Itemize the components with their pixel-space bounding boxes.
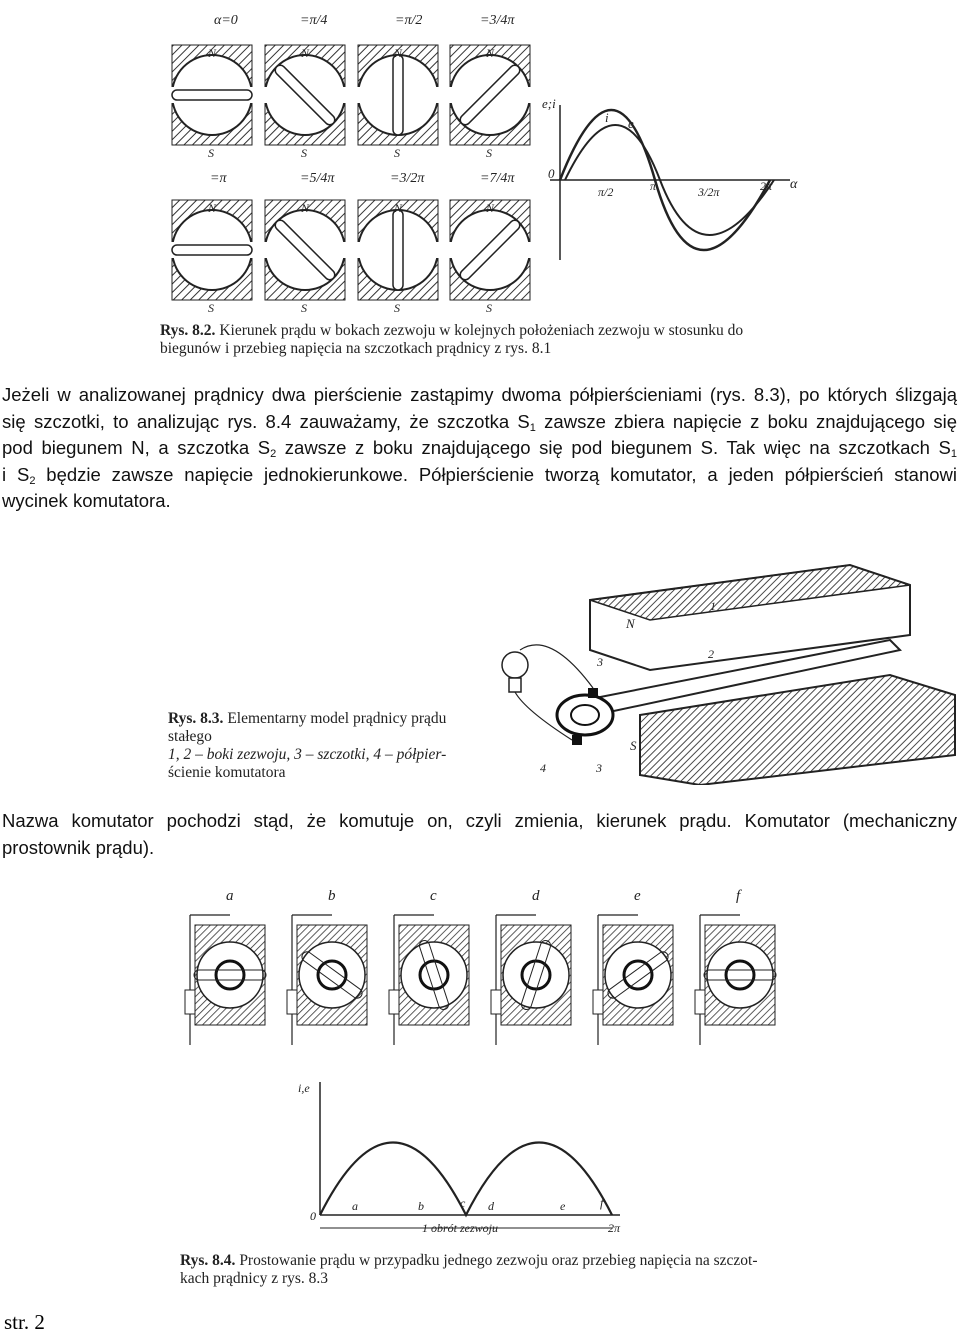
caption-text: kach prądnicy z rys. 8.3 xyxy=(180,1270,329,1287)
panel-letter: d xyxy=(532,888,540,904)
angle-label: =5/4π xyxy=(300,171,335,186)
caption-text: ścienie komutatora xyxy=(168,764,286,781)
panel-letter: c xyxy=(430,888,437,904)
angle-label: =π xyxy=(210,171,227,186)
pole-s-label: S xyxy=(486,146,492,160)
commutator-label: 4 xyxy=(540,761,546,775)
generator-cross-section xyxy=(356,45,440,160)
panel-letter: b xyxy=(328,888,336,904)
caption-text: Prostowanie prądu w przypadku jednego zezwoju oraz przebieg napięcia na szczot- xyxy=(239,1252,758,1269)
generator-cross-section xyxy=(263,45,347,160)
rectified-curve xyxy=(320,1143,612,1216)
subscript: 1 xyxy=(950,448,957,460)
figure-8-4-graph xyxy=(290,1070,650,1240)
figure-8-2-diagram xyxy=(150,0,810,320)
angle-label: =π/4 xyxy=(300,13,328,28)
pole-s-label: S xyxy=(394,301,400,315)
graph-y-label: i,e xyxy=(298,1081,310,1095)
paragraph-line: wycinek komutatora. xyxy=(2,490,171,511)
commutator-panel xyxy=(593,888,673,1045)
graph-point: c xyxy=(460,1196,466,1210)
caption-label: Rys. 8.4. xyxy=(180,1252,236,1269)
caption-text: stałego xyxy=(168,728,212,745)
pole-n-label: N xyxy=(394,46,403,60)
commutator-panel xyxy=(185,888,266,1045)
figure-8-4-panels xyxy=(170,880,790,1050)
caption-text: 1, 2 – boki zezwoju, 3 – szczotki, 4 – półpier- xyxy=(168,746,447,763)
graph-y-label: e;i xyxy=(542,96,556,111)
pole-s-label: S xyxy=(208,301,214,315)
graph-point: a xyxy=(352,1199,358,1213)
generator-cross-section xyxy=(170,200,254,315)
generator-cross-section xyxy=(448,200,532,315)
caption-label: Rys. 8.3. xyxy=(168,710,224,727)
graph-x-label: α xyxy=(790,177,798,192)
brush-label: 3 xyxy=(596,761,602,775)
pole-n-label: N xyxy=(626,616,635,631)
generator-cross-section xyxy=(448,45,532,160)
subscript: 2 xyxy=(270,448,277,460)
graph-tick: 3/2π xyxy=(698,185,720,199)
pole-s-label: S xyxy=(394,146,400,160)
angle-label: =3/2π xyxy=(390,171,425,186)
pole-n-label: N xyxy=(486,46,495,60)
brush-label: 3 xyxy=(597,655,603,669)
generator-cross-section xyxy=(356,200,440,315)
paragraph-line: się szczotki, to analizując rys. 8.4 zauważamy, że szczotka S xyxy=(2,410,530,432)
figure-8-2-caption xyxy=(160,322,790,358)
pole-s-label: S xyxy=(301,146,307,160)
graph-origin: 0 xyxy=(310,1209,316,1223)
panel-letter: f xyxy=(736,888,741,904)
pole-s-label: S xyxy=(630,738,637,753)
pole-s-label: S xyxy=(486,301,492,315)
generator-cross-section xyxy=(170,45,254,160)
graph-point: d xyxy=(488,1199,494,1213)
graph-x-label: 1 obrót zezwoju xyxy=(422,1221,499,1235)
caption-label: Rys. 8.2. xyxy=(160,322,216,339)
graph-point: f xyxy=(600,1196,604,1210)
paragraph-2 xyxy=(2,808,957,861)
commutator-panel xyxy=(695,888,776,1045)
paragraph-1 xyxy=(2,382,957,515)
paragraph-line: zawsze zbiera napięcie z boku znajdującego się xyxy=(535,410,957,432)
graph-tick: π/2 xyxy=(598,185,614,199)
paragraph-line: będzie zawsze napięcie jednokierunkowe. Półpierścienie tworzą komutator, a jeden półpierścień stanowi xyxy=(35,463,957,485)
angle-label: α=0 xyxy=(214,13,238,28)
pole-n-label: N xyxy=(208,201,217,215)
pole-n-label: N xyxy=(208,46,217,60)
commutator-panel xyxy=(491,888,571,1045)
pole-n-label: N xyxy=(301,201,310,215)
graph-curve-e-label: e xyxy=(628,116,634,131)
figure-8-3-diagram xyxy=(490,540,960,785)
graph-tick: 2π xyxy=(760,179,773,193)
figure-8-3-caption xyxy=(168,710,488,782)
graph-end-label: 2π xyxy=(608,1221,621,1235)
generator-cross-section xyxy=(263,200,347,315)
paragraph-line: pod biegunem N, a szczotka S xyxy=(2,437,271,458)
angle-label: =3/4π xyxy=(480,13,515,28)
commutator-panel xyxy=(389,888,469,1045)
angle-label: =7/4π xyxy=(480,171,515,186)
emf-current-graph xyxy=(542,96,798,260)
graph-point: e xyxy=(560,1199,566,1213)
coil-side-label: 1 xyxy=(710,599,716,613)
commutator-panel xyxy=(287,888,367,1045)
paragraph-line: Jeżeli w analizowanej prądnicy dwa pierścienie zastąpimy dwoma półpierścieniami (rys. 8.3), po których ślizgają xyxy=(2,384,957,405)
caption-text: Kierunek prądu w bokach zezwoju w kolejnych położeniach zezwoju w stosunku do biegunów i przebieg napięcia na szczotkach prądnicy z rys. 8.1 xyxy=(160,322,744,357)
subscript: 1 xyxy=(529,421,536,434)
graph-curve-i-label: i xyxy=(605,110,609,125)
graph-origin: 0 xyxy=(548,166,555,181)
angle-label: =π/2 xyxy=(395,13,423,28)
coil-side-label: 2 xyxy=(708,647,714,661)
paragraph-line: zawsze z boku znajdującego się pod biegunem S. Tak więc na szczotkach S xyxy=(276,437,951,458)
graph-point: b xyxy=(418,1199,424,1213)
graph-tick: π xyxy=(650,179,657,193)
pole-s-label: S xyxy=(301,301,307,315)
paragraph-line: i S xyxy=(2,463,30,485)
pole-n-label: N xyxy=(394,201,403,215)
paragraph-line: Nazwa komutator pochodzi stąd, że komutuje on, czyli zmienia, kierunek prądu. Komutator (mechaniczny xyxy=(2,810,957,831)
pole-n-label: N xyxy=(301,46,310,60)
paragraph-line: prostownik prądu). xyxy=(2,836,155,858)
panel-letter: e xyxy=(634,888,641,904)
caption-text: Elementarny model prądnicy prądu xyxy=(227,710,447,727)
panel-letter: a xyxy=(226,888,234,904)
subscript: 2 xyxy=(29,474,36,487)
page-number: str. 2 xyxy=(4,1310,45,1334)
figure-8-4-caption xyxy=(180,1252,800,1288)
pole-s-label: S xyxy=(208,146,214,160)
pole-n-label: N xyxy=(486,201,495,215)
